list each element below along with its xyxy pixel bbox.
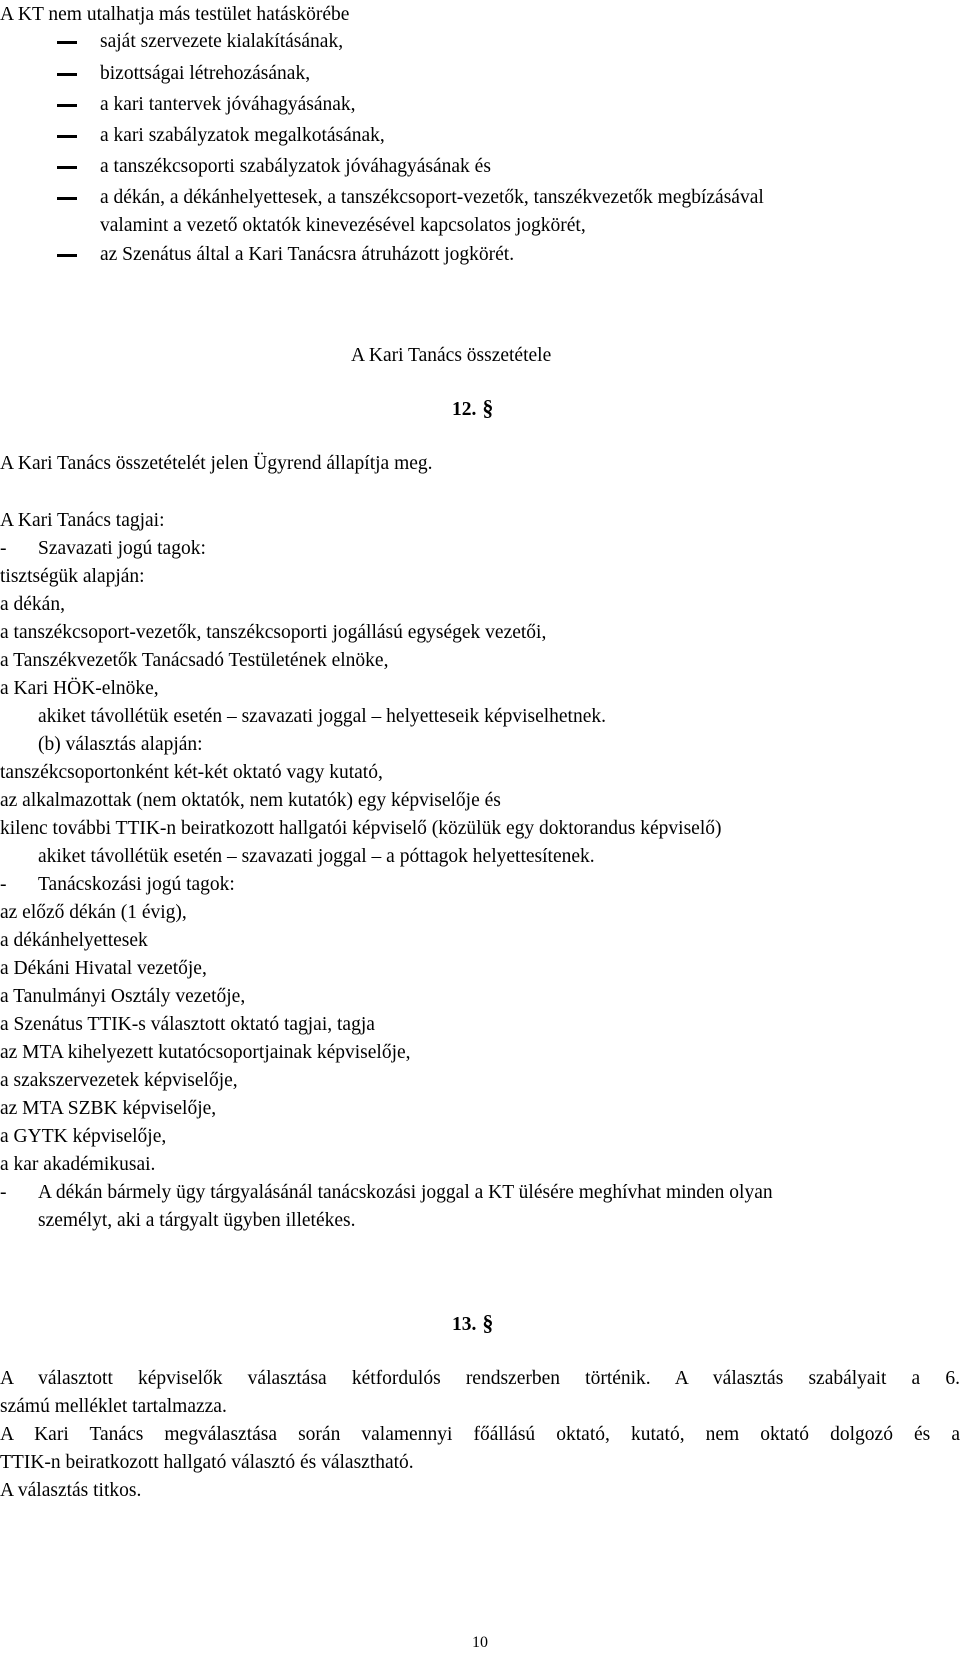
dash-bullet-icon	[57, 166, 77, 169]
section-sign-icon: §	[482, 395, 494, 420]
dash-list-item: a kari szabályzatok megalkotásának,	[100, 121, 385, 150]
consult-item: a Szenátus TTIK-s választott oktató tagjai, tagja	[0, 1014, 375, 1035]
consult-item: a Dékáni Hivatal vezetője,	[0, 958, 207, 979]
consult-item: a dékánhelyettesek	[0, 930, 148, 951]
consult-item: az előző dékán (1 évig),	[0, 902, 187, 923]
dash-bullet-icon	[57, 73, 77, 76]
dash-list-item: a tanszékcsoporti szabályzatok jóváhagyásának és	[100, 152, 491, 181]
consult-item: a szakszervezetek képviselője,	[0, 1070, 238, 1091]
office-item: a Tanszékvezetők Tanácsadó Testületének elnöke,	[0, 650, 389, 671]
election-rules-line-end: számú melléklet tartalmazza.	[0, 1396, 227, 1417]
dash-bullet-icon	[57, 41, 77, 44]
office-item: a dékán,	[0, 594, 65, 615]
office-item: a tanszékcsoport-vezetők, tanszékcsoporti jogállású egységek vezetői,	[0, 622, 547, 643]
voting-heading: - Szavazati jogú tagok:	[0, 538, 206, 559]
section-sign-icon: §	[482, 1310, 494, 1335]
election-item: az alkalmazottak (nem oktatók, nem kutatók) egy képviselője és	[0, 790, 501, 811]
paragraph-13-heading: 13. §	[452, 1310, 494, 1335]
by-office-label: tisztségük alapján:	[0, 566, 145, 587]
election-item: kilenc további TTIK-n beiratkozott hallgatói képviselő (közülük egy doktorandus képviselő)	[0, 818, 722, 839]
dash-bullet-icon	[57, 254, 77, 257]
office-item: a Kari HÖK-elnöke,	[0, 678, 159, 699]
consult-item: a kar akadémikusai.	[0, 1154, 156, 1175]
dash-bullet-icon	[57, 197, 77, 200]
election-substitute-text: akiket távollétük esetén – szavazati joggal – a póttagok helyettesítenek.	[38, 846, 595, 867]
section-title: A Kari Tanács összetétele	[351, 345, 552, 366]
dash-list-item: az Szenátus által a Kari Tanácsra átruházott jogkörét.	[100, 240, 514, 269]
consult-item: a Tanulmányi Osztály vezetője,	[0, 986, 246, 1007]
consult-item: az MTA SZBK képviselője,	[0, 1098, 217, 1119]
by-election-label: (b) választás alapján:	[38, 734, 203, 755]
dash-list-item: bizottságai létrehozásának,	[100, 59, 310, 88]
secret-ballot-text: A választás titkos.	[0, 1480, 142, 1501]
dean-invite-line-continuation: személyt, aki a tárgyalt ügyben illetékes.	[38, 1210, 356, 1231]
election-rules-line: A választott képviselők választása kétfordulós rendszerben történik. A választás szabályait a 6.	[0, 1368, 960, 1389]
paragraph-12-heading: 12. §	[452, 395, 494, 420]
office-substitute-text: akiket távollétük esetén – szavazati joggal – helyetteseik képviselhetnek.	[38, 706, 607, 727]
consult-heading: - Tanácskozási jogú tagok:	[0, 874, 235, 895]
dash-list-item: a kari tantervek jóváhagyásának,	[100, 90, 356, 119]
dash-bullet-icon	[57, 104, 77, 107]
dean-invite-line: - A dékán bármely ügy tárgyalásánál tanácskozási joggal a KT ülésére meghívhat minden olyan	[0, 1182, 773, 1203]
eligibility-line: A Kari Tanács megválasztása során valamennyi főállású oktató, kutató, nem oktató dolgozó és a	[0, 1424, 960, 1445]
dash-list-item: a dékán, a dékánhelyettesek, a tanszékcsoport-vezetők, tanszékvezetők megbízásával	[100, 183, 764, 212]
intro-text: A KT nem utalhatja más testület hatáskörébe	[0, 4, 350, 25]
consult-item: a GYTK képviselője,	[0, 1126, 167, 1147]
dash-list-item: saját szervezete kialakításának,	[100, 27, 343, 56]
eligibility-line-end: TTIK-n beiratkozott hallgató választó és választható.	[0, 1452, 414, 1473]
election-item: tanszékcsoportonként két-két oktató vagy kutató,	[0, 762, 383, 783]
dash-list-item-continuation: valamint a vezető oktatók kinevezésével kapcsolatos jogkörét,	[100, 215, 586, 236]
composition-sentence: A Kari Tanács összetételét jelen Ügyrend állapítja meg.	[0, 453, 433, 474]
members-heading: A Kari Tanács tagjai:	[0, 510, 165, 531]
consult-item: az MTA kihelyezett kutatócsoportjainak képviselője,	[0, 1042, 411, 1063]
page-number: 10	[472, 1634, 488, 1651]
dash-bullet-icon	[57, 135, 77, 138]
